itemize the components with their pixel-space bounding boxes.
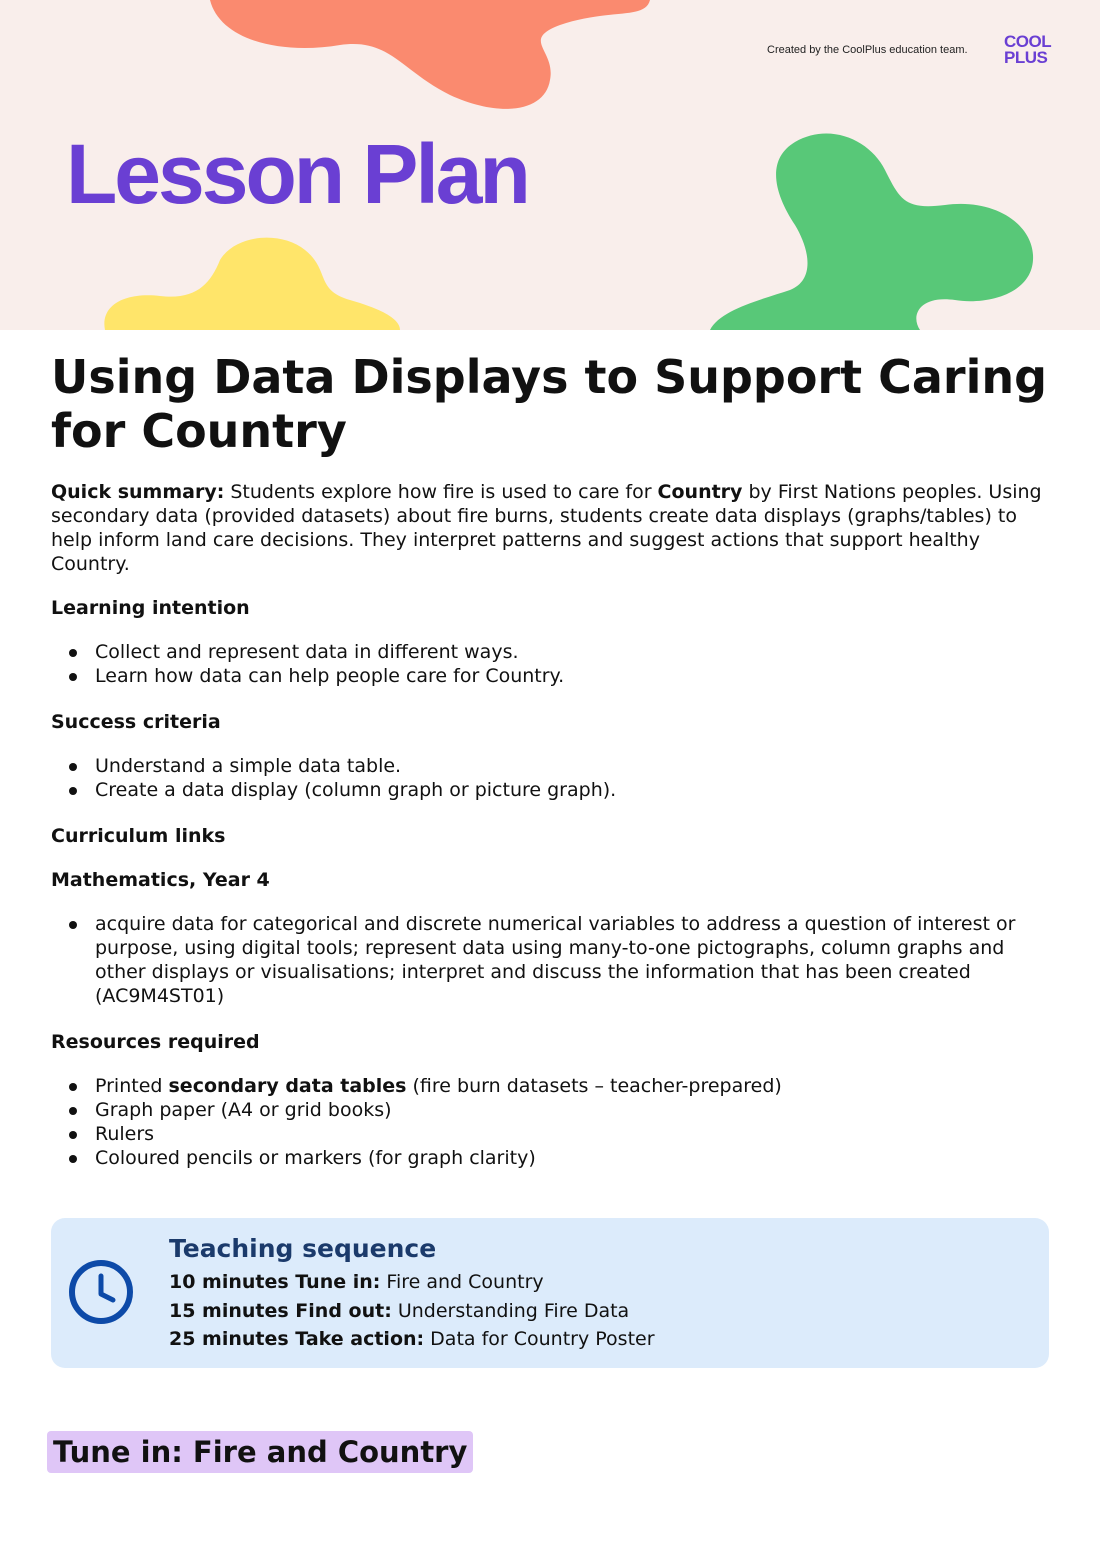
resource-1-pre: Printed (95, 1075, 169, 1097)
learning-intention-list (51, 640, 1051, 688)
success-criteria-heading: Success criteria (51, 711, 221, 733)
credit-text: Created by the CoolPlus education team. (767, 44, 968, 56)
success-criteria-list (51, 754, 1051, 802)
step-text: Fire and Country (380, 1271, 544, 1293)
list-item: Rulers (95, 1122, 1051, 1146)
header-banner (0, 0, 1100, 330)
clock-icon (67, 1258, 135, 1326)
step-label: 10 minutes Tune in: (169, 1271, 381, 1293)
page-title: Using Data Displays to Support Caring for Country (51, 350, 1048, 458)
step-text: Understanding Fire Data (391, 1299, 630, 1322)
green-blob-decoration (705, 130, 1040, 330)
resources-list (51, 1074, 1051, 1170)
coolplus-logo (1004, 34, 1068, 72)
list-item: Learn how data can help people care for Country. (95, 664, 1051, 688)
list-item: Collect and represent data in different ways. (95, 640, 1051, 664)
sequence-step (169, 1325, 655, 1354)
summary-bold-country: Country (657, 481, 743, 503)
sequence-step (169, 1268, 655, 1297)
step-label: 25 minutes Take action: (169, 1328, 425, 1350)
sequence-step (169, 1297, 655, 1326)
yellow-blob-decoration (100, 230, 410, 330)
curriculum-links-heading: Curriculum links (51, 825, 226, 847)
curriculum-subheading: Mathematics, Year 4 (51, 869, 270, 891)
step-text: Data for Country Poster (424, 1328, 655, 1350)
quick-summary (51, 480, 1051, 576)
learning-intention-heading: Learning intention (51, 597, 250, 619)
lesson-plan-heading: Lesson Plan (66, 127, 528, 221)
summary-label: Quick summary: (51, 481, 225, 503)
step-label: 15 minutes Find out: (169, 1299, 392, 1322)
list-item: Create a data display (column graph or picture graph). (95, 778, 1051, 802)
resources-heading: Resources required (51, 1031, 260, 1053)
resource-1-post: (fire burn datasets – teacher-prepared) (406, 1075, 782, 1097)
summary-text-1: Students explore how fire is used to care for (224, 481, 658, 503)
main-content (51, 480, 1051, 1192)
tune-in-heading: Tune in: Fire and Country (47, 1431, 473, 1473)
summary-text-2: by First Nations peoples. Using secondary data (provided datasets) about fire burns, students create data displays (graphs/tables) to help inform land care decisions. They interpret patterns and suggest actions that support healthy Country. (51, 481, 1042, 575)
list-item: Coloured pencils or markers (for graph clarity) (95, 1146, 1051, 1170)
list-item: Graph paper (A4 or grid books) (95, 1098, 1051, 1122)
resource-1-bold: secondary data tables (168, 1075, 407, 1097)
logo-line-1: COOL (1004, 32, 1052, 51)
curriculum-list (51, 912, 1051, 1008)
list-item: acquire data for categorical and discrete numerical variables to address a question of interest or purpose, using digital tools; represent data using many-to-one pictographs, column graphs and other displays or visualisations; interpret and discuss the information that has been created (AC9M4ST01) (95, 912, 1051, 1008)
teaching-sequence-steps (169, 1268, 655, 1354)
teaching-sequence-heading: Teaching sequence (169, 1234, 437, 1263)
coral-blob-decoration (200, 0, 660, 120)
list-item (95, 1074, 1051, 1098)
list-item: Understand a simple data table. (95, 754, 1051, 778)
logo-line-2: PLUS (1004, 48, 1048, 67)
teaching-sequence-box (51, 1218, 1049, 1368)
